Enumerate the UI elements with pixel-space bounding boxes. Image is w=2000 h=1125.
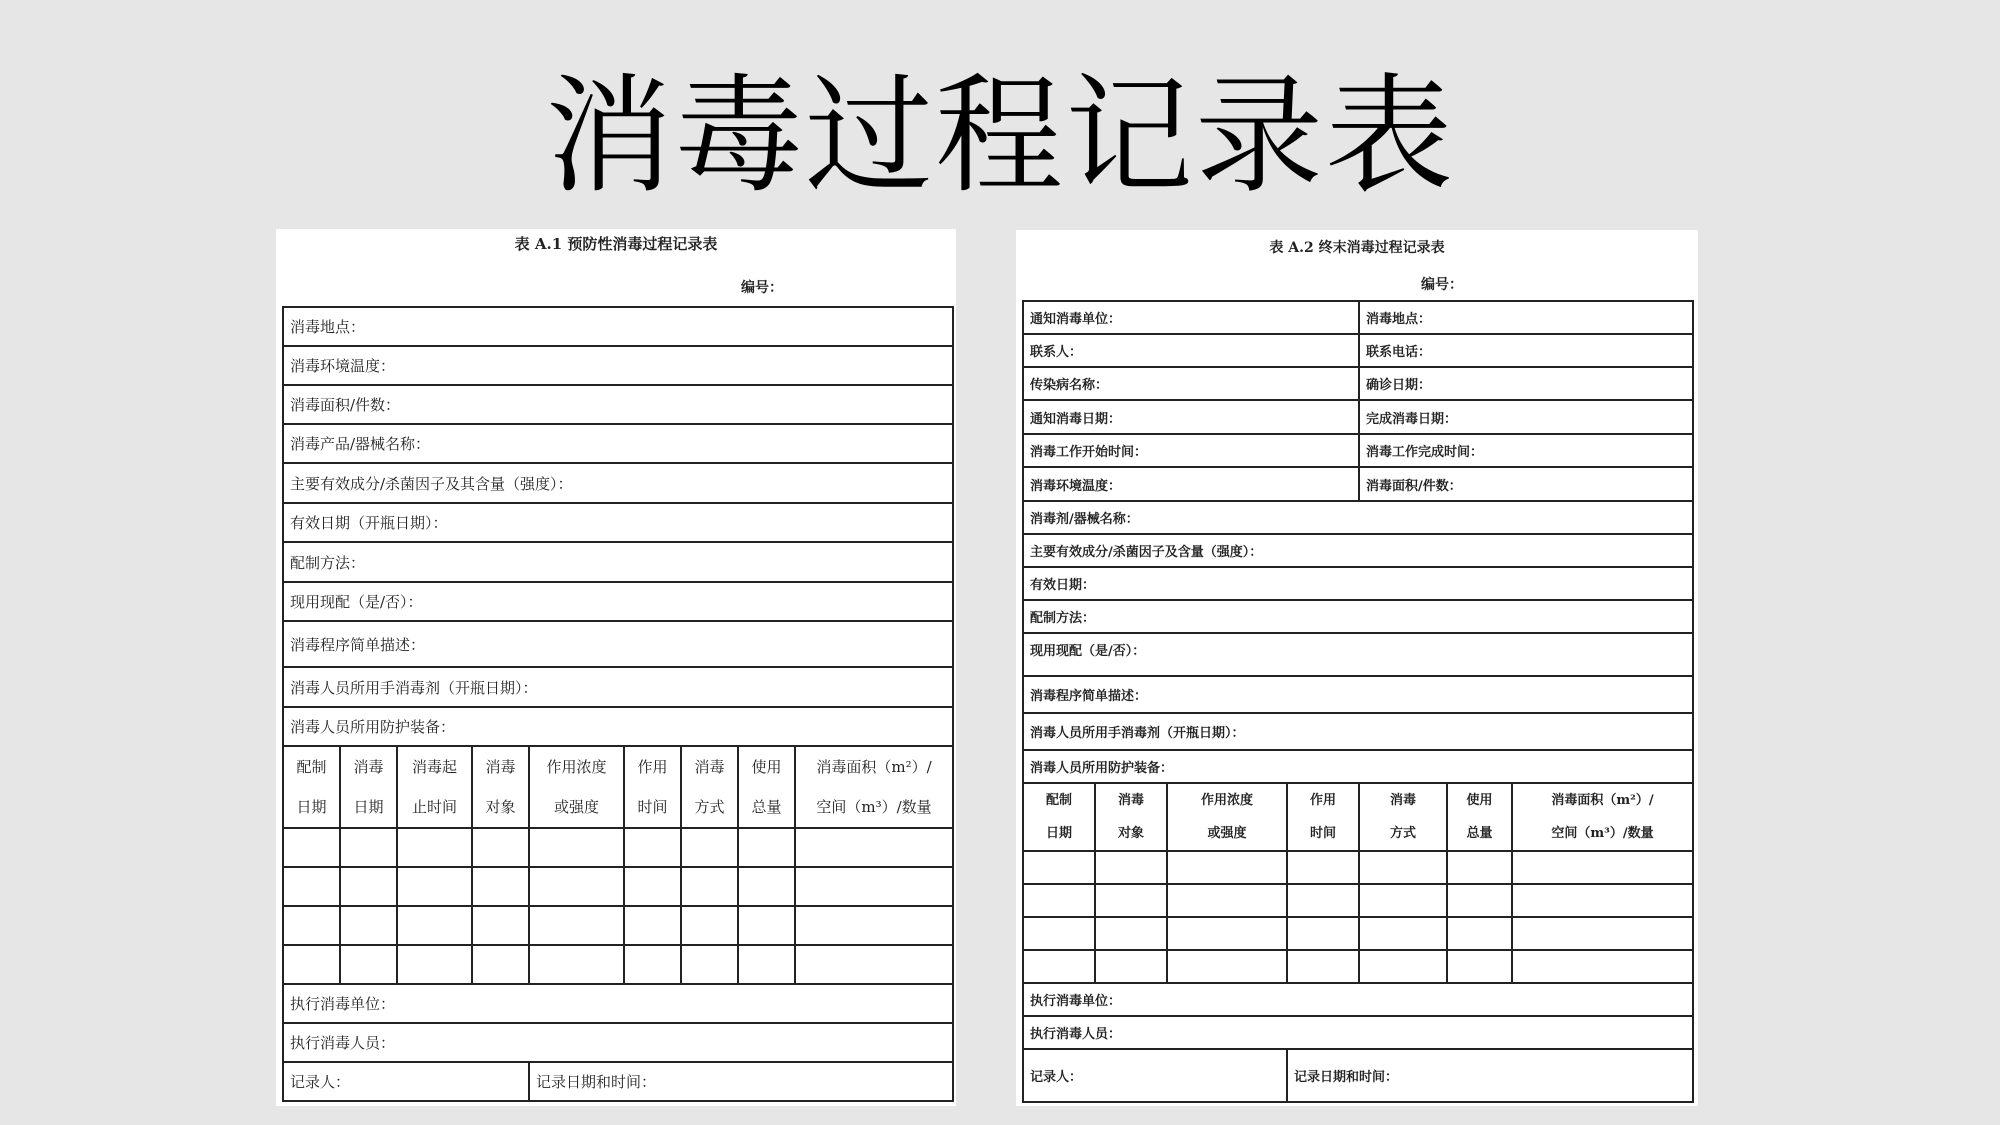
table-cell[interactable] [1512,851,1693,884]
table-cell[interactable] [795,867,953,906]
form-a-column-header: 作用 时间 [624,746,681,828]
table-cell[interactable] [1095,917,1167,950]
form-b-recorder: 记录人： [1023,1049,1287,1102]
form-b-pair-left: 通知消毒日期： [1023,400,1359,434]
form-a-title: 表 A.1 预防性消毒过程记录表 [514,235,718,253]
table-cell[interactable] [472,945,529,984]
form-b-blank-row [1023,917,1693,950]
form-a-blank-row [283,945,953,984]
form-b-row: 消毒人员所用手消毒剂（开瓶日期）： [1023,713,1693,750]
table-cell[interactable] [1023,950,1095,983]
form-a-row: 消毒产品/器械名称： [283,424,953,463]
table-cell[interactable] [529,828,624,867]
form-b-row: 主要有效成分/杀菌因子及含量（强度）： [1023,534,1693,567]
table-cell[interactable] [795,906,953,945]
table-cell[interactable] [681,906,738,945]
form-b-pair-right: 完成消毒日期： [1359,400,1693,434]
table-cell[interactable] [340,867,397,906]
form-a-column-header: 使用 总量 [738,746,795,828]
form-a-row: 消毒人员所用防护装备： [283,707,953,746]
table-cell[interactable] [624,828,681,867]
form-b-column-header: 作用 时间 [1287,783,1359,851]
form-b-blank-row [1023,851,1693,884]
form-a-row: 消毒面积/件数： [283,385,953,424]
table-cell[interactable] [397,867,472,906]
form-a-footer-row: 执行消毒单位： [283,984,953,1023]
form-a-column-header: 消毒面积（m²）/ 空间（m³）/数量 [795,746,953,828]
form-a-column-header: 作用浓度 或强度 [529,746,624,828]
table-cell[interactable] [795,945,953,984]
form-b-row: 消毒程序简单描述： [1023,676,1693,713]
table-cell[interactable] [624,906,681,945]
table-cell[interactable] [1287,950,1359,983]
table-cell[interactable] [529,867,624,906]
form-a-row: 有效日期（开瓶日期）： [283,503,953,542]
form-b-blank-row [1023,950,1693,983]
table-cell[interactable] [1447,851,1512,884]
form-a-row: 消毒地点： [283,307,953,346]
table-cell[interactable] [1167,950,1287,983]
form-b-column-header: 使用 总量 [1447,783,1512,851]
table-cell[interactable] [1287,851,1359,884]
form-b-blank-row [1023,884,1693,917]
form-b-footer-row: 执行消毒人员： [1023,1016,1693,1049]
form-b-column-header: 消毒面积（m²）/ 空间（m³）/数量 [1512,783,1693,851]
table-cell[interactable] [1023,884,1095,917]
table-cell[interactable] [738,867,795,906]
table-cell[interactable] [1447,950,1512,983]
table-cell[interactable] [397,828,472,867]
form-a-recorder: 记录人： [283,1062,529,1101]
table-cell[interactable] [738,906,795,945]
table-cell[interactable] [1167,884,1287,917]
table-cell[interactable] [340,906,397,945]
table-cell[interactable] [397,906,472,945]
table-cell[interactable] [340,828,397,867]
table-cell[interactable] [1359,917,1447,950]
form-b-footer-row: 执行消毒单位： [1023,983,1693,1016]
form-b-record-time: 记录日期和时间： [1287,1049,1693,1102]
form-b-column-header: 消毒 方式 [1359,783,1447,851]
form-b-sheet [1016,230,1698,1106]
form-a-column-header: 配制 日期 [283,746,340,828]
form-a-column-header: 消毒 对象 [472,746,529,828]
form-b-pair-left: 传染病名称： [1023,367,1359,400]
form-b-table [1022,300,1694,1103]
form-b-row: 现用现配（是/否）： [1023,633,1693,676]
form-a-row: 消毒环境温度： [283,346,953,385]
form-a-number-label: 编号： [741,280,783,296]
form-a-blank-row [283,906,953,945]
form-b-title: 表 A.2 终末消毒过程记录表 [1269,240,1445,256]
table-cell[interactable] [624,945,681,984]
table-cell[interactable] [795,828,953,867]
form-a-sheet [276,229,956,1106]
table-cell[interactable] [681,867,738,906]
form-a-record-time: 记录日期和时间： [529,1062,953,1101]
form-b-column-header: 配制 日期 [1023,783,1095,851]
table-cell[interactable] [472,867,529,906]
form-a-column-header: 消毒起 止时间 [397,746,472,828]
form-b-pair-right: 消毒面积/件数： [1359,467,1693,501]
table-cell[interactable] [397,945,472,984]
form-a-row: 消毒程序简单描述： [283,621,953,667]
form-a-row: 配制方法： [283,542,953,582]
table-cell[interactable] [1359,884,1447,917]
table-cell[interactable] [283,867,340,906]
form-b-pair-right: 联系电话： [1359,334,1693,367]
table-cell[interactable] [1512,950,1693,983]
table-cell[interactable] [1447,917,1512,950]
table-cell[interactable] [1023,917,1095,950]
table-cell[interactable] [1512,884,1693,917]
form-b-number-label: 编号： [1421,277,1463,293]
form-b-pair-right: 消毒地点： [1359,301,1693,334]
form-a-row: 现用现配（是/否）： [283,582,953,621]
form-b-row: 有效日期： [1023,567,1693,600]
table-cell[interactable] [1095,851,1167,884]
table-cell[interactable] [283,945,340,984]
form-b-pair-left: 通知消毒单位： [1023,301,1359,334]
form-b-pair-left: 消毒环境温度： [1023,467,1359,501]
form-b-column-header: 作用浓度 或强度 [1167,783,1287,851]
table-cell[interactable] [738,828,795,867]
table-cell[interactable] [1095,950,1167,983]
table-cell[interactable] [529,906,624,945]
table-cell[interactable] [1167,851,1287,884]
table-cell[interactable] [681,828,738,867]
form-b-pair-right: 确诊日期： [1359,367,1693,400]
table-cell[interactable] [1287,884,1359,917]
table-cell[interactable] [1447,884,1512,917]
form-a-row: 主要有效成分/杀菌因子及其含量（强度）： [283,463,953,503]
table-cell[interactable] [1167,917,1287,950]
form-a-row: 消毒人员所用手消毒剂（开瓶日期）： [283,667,953,707]
table-cell[interactable] [1359,950,1447,983]
table-cell[interactable] [1287,917,1359,950]
table-cell[interactable] [340,945,397,984]
form-b-column-header: 消毒 对象 [1095,783,1167,851]
table-cell[interactable] [529,945,624,984]
form-b-pair-left: 联系人： [1023,334,1359,367]
form-a-column-header: 消毒 方式 [681,746,738,828]
table-cell[interactable] [1512,917,1693,950]
form-b-pair-right: 消毒工作完成时间： [1359,434,1693,467]
table-cell[interactable] [283,906,340,945]
table-cell[interactable] [681,945,738,984]
table-cell[interactable] [1095,884,1167,917]
form-b-row: 消毒剂/器械名称： [1023,501,1693,534]
table-cell[interactable] [624,867,681,906]
form-a-footer-row: 执行消毒人员： [283,1023,953,1062]
form-b-pair-left: 消毒工作开始时间： [1023,434,1359,467]
form-b-row: 配制方法： [1023,600,1693,633]
table-cell[interactable] [1359,851,1447,884]
form-a-blank-row [283,828,953,867]
table-cell[interactable] [472,828,529,867]
table-cell[interactable] [738,945,795,984]
form-a-table [282,306,954,1102]
table-cell[interactable] [283,828,340,867]
page-title: 消毒过程记录表 [544,62,1455,211]
form-b-row: 消毒人员所用防护装备： [1023,750,1693,783]
form-a-blank-row [283,867,953,906]
table-cell[interactable] [1023,851,1095,884]
form-a-column-header: 消毒 日期 [340,746,397,828]
table-cell[interactable] [472,906,529,945]
